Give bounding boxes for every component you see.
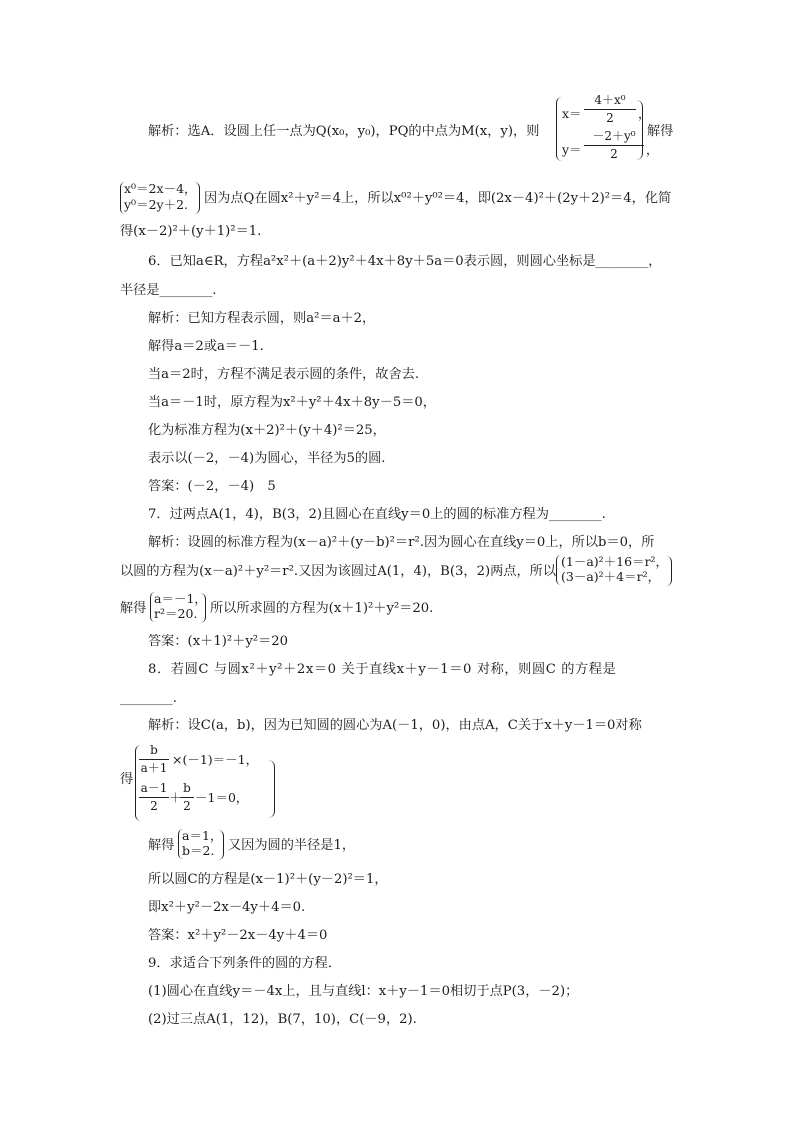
solution-8-line-4: 即x²＋y²－2x－4y＋4＝0. — [148, 900, 306, 915]
system-5-f3-den: 2 — [183, 799, 191, 813]
system-5-f2-bar — [139, 797, 169, 798]
question-8-line-2: ________. — [120, 691, 177, 706]
system-5-f3-num: b — [183, 781, 191, 795]
question-8-line-1: 8．若圆C 与圆x²＋y²＋2x＝0 关于直线x＋y－1＝0 对称，则圆C 的方程是 — [148, 662, 617, 677]
system-6-paren — [218, 830, 224, 860]
system-5-f2-num: a－1 — [140, 781, 168, 795]
solution-8-de: 得 — [120, 772, 134, 787]
solution-6-line-3: 当a＝2时，方程不满足表示圆的条件，故舍去. — [148, 367, 420, 382]
system-6-row-1: a＝1， — [182, 828, 223, 843]
solution-8-jiede: 解得 — [148, 838, 175, 853]
system-1-comma-2: ， — [646, 142, 659, 157]
solution-6-line-2: 解得a＝2或a＝－1. — [148, 339, 264, 354]
system-1-top-bar — [584, 109, 636, 110]
solution-7-line-3: 所以所求圆的方程为(x＋1)²＋y²＝20. — [210, 601, 434, 616]
system-1-paren — [636, 100, 643, 160]
system-1-x: x＝ — [562, 106, 582, 121]
system-1-comma-1: ， — [638, 106, 651, 121]
system-5-f2-den: 2 — [150, 799, 158, 813]
system-1-bot-num: －2＋y⁰ — [592, 129, 636, 143]
system-3-row-2: (3－a)²＋4＝r²， — [561, 569, 661, 584]
answer-6: 答案：(－2，－4) 5 — [148, 479, 276, 494]
system-1-bot-den: 2 — [610, 147, 618, 161]
solution-5-line-1: 解析：选A．设圆上任一点为Q(x₀，y₀)，PQ的中点为M(x，y)，则 — [148, 124, 540, 139]
system-4-paren — [200, 593, 206, 623]
solution-7-line-1: 解析：设圆的标准方程为(x－a)²＋(y－b)²＝r².因为圆心在直线y＝0上，所以b＝0，所 — [148, 535, 655, 550]
question-9-part-1: (1)圆心在直线y＝－4x上，且与直线l：x＋y－1＝0相切于点P(3，－2)； — [148, 984, 579, 999]
system-5-row-1: ×(－1)＝－1， — [172, 752, 259, 767]
solution-5-line-3: 得(x－2)²＋(y＋1)²＝1. — [120, 224, 262, 239]
system-1-top-num: 4＋x⁰ — [594, 93, 626, 107]
system-4-row-2: r²＝20. — [154, 606, 198, 621]
system-5-plus: ＋ — [169, 790, 182, 805]
solution-6-line-4: 当a＝－1时，原方程为x²＋y²＋4x＋8y－5＝0， — [148, 395, 436, 410]
system-1-bot-bar — [584, 145, 644, 146]
answer-8: 答案：x²＋y²－2x－4y＋4＝0 — [148, 928, 328, 943]
system-5-row-2: －1＝0， — [195, 790, 249, 805]
system-3-row-1: (1－a)²＋16＝r²， — [561, 554, 669, 569]
solution-8-line-2: 又因为圆的半径是1， — [228, 838, 356, 853]
system-5-paren — [268, 760, 275, 818]
question-6-line-2: 半径是________. — [120, 283, 217, 298]
solution-5-jiede: 解得 — [647, 124, 674, 139]
solution-6-line-5: 化为标准方程为(x＋2)²＋(y＋4)²＝25， — [148, 423, 386, 438]
system-1-top-den: 2 — [606, 111, 614, 125]
question-6-line-1: 6．已知a∈R，方程a²x²＋(a＋2)y²＋4x＋8y＋5a＝0表示圆，则圆心坐标是________， — [148, 254, 662, 269]
system-2-row-2: y⁰＝2y＋2. — [124, 197, 189, 212]
system-1-y: y＝ — [562, 142, 582, 157]
question-7: 7．过两点A(1，4)，B(3，2)且圆心在直线y＝0上的圆的标准方程为________. — [148, 507, 606, 522]
solution-5-line-2: 因为点Q在圆x²＋y²＝4上，所以x⁰²＋y⁰²＝4，即(2x－4)²＋(2y＋2)²＝4，化简 — [204, 191, 672, 206]
solution-6-line-6: 表示以(－2，－4)为圆心，半径为5的圆. — [148, 451, 386, 466]
solution-8-line-1: 解析：设C(a，b)，因为已知圆的圆心为A(－1，0)，由点A，C关于x＋y－1＝0对称 — [148, 718, 642, 733]
solution-7-jiede: 解得 — [120, 601, 147, 616]
system-5-f1-den: a＋1 — [140, 761, 168, 775]
solution-7-line-2: 以圆的方程为(x－a)²＋y²＝r².又因为该圆过A(1，4)，B(3，2)两点，所以 — [120, 564, 557, 579]
system-4-row-1: a＝－1， — [154, 591, 207, 606]
system-5-f3-bar — [180, 797, 194, 798]
system-2-row-1: x⁰＝2x－4， — [124, 181, 197, 196]
question-9: 9．求适合下列条件的圆的方程． — [148, 956, 342, 971]
system-3-paren — [666, 556, 672, 586]
solution-8-line-3: 所以圆C的方程是(x－1)²＋(y－2)²＝1， — [148, 872, 388, 887]
system-5-f1-num: b — [150, 743, 158, 757]
solution-6-line-1: 解析：已知方程表示圆，则a²＝a＋2， — [148, 311, 376, 326]
system-5-f1-bar — [139, 759, 169, 760]
answer-7: 答案：(x＋1)²＋y²＝20 — [148, 634, 289, 649]
system-6-row-2: b＝2. — [182, 843, 215, 858]
system-2-paren — [194, 182, 200, 214]
question-9-part-2: (2)过三点A(1，12)，B(7，10)，C(－9，2). — [148, 1012, 417, 1027]
